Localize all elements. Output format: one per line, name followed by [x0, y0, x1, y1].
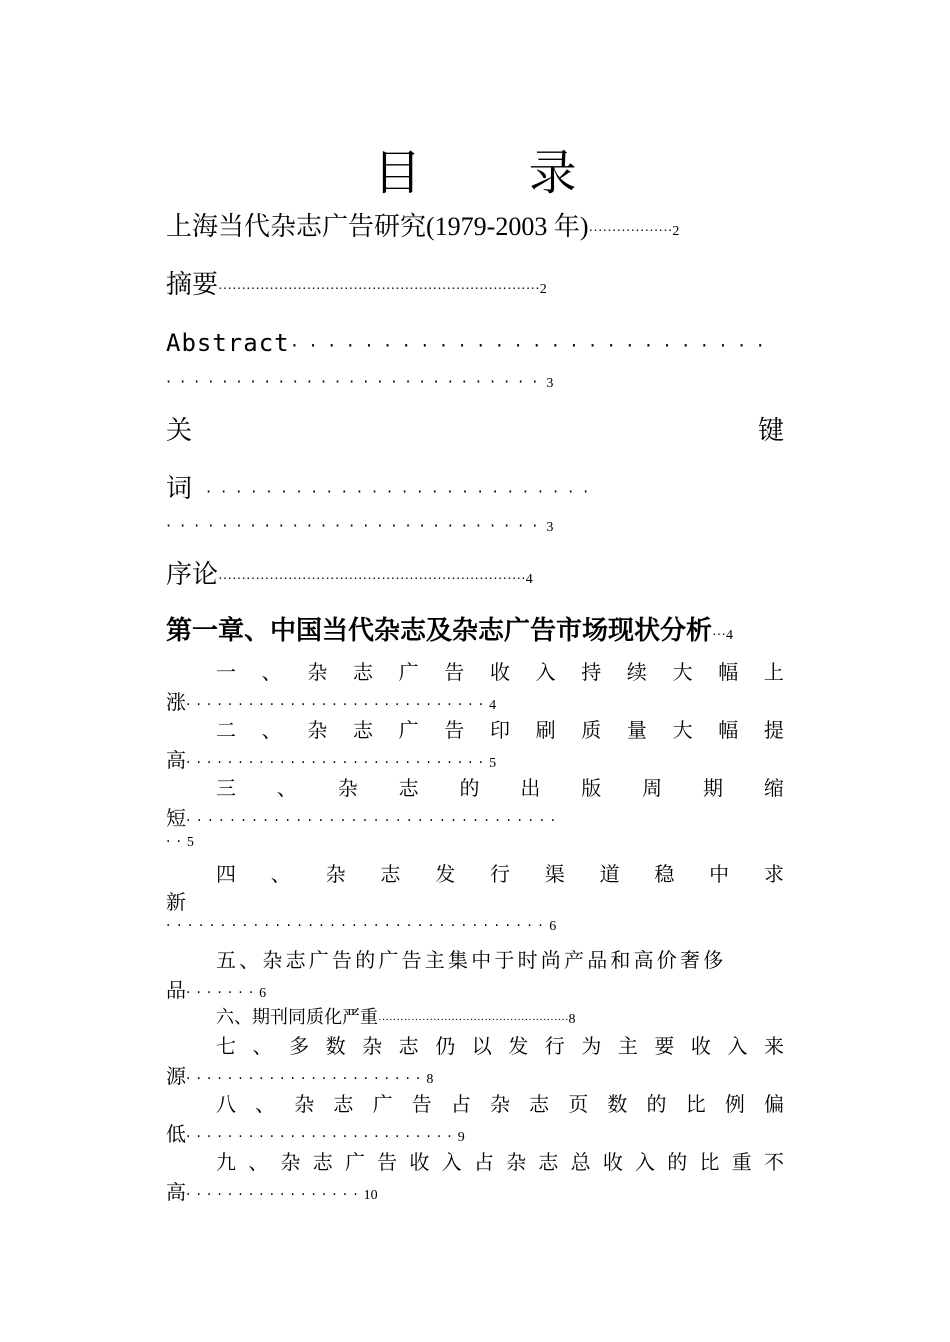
entry-label-char: 志	[333, 1092, 354, 1116]
toc-entry-abstract-cn[interactable]	[166, 268, 547, 307]
entry-label-char: 发	[508, 1034, 529, 1058]
entry-label-part: 键	[757, 416, 784, 446]
leader-dots: ··	[166, 834, 187, 850]
entry-label-char: 志	[529, 1092, 550, 1116]
entry-label-char: 杂	[337, 776, 358, 800]
entry-label-char: 比	[699, 1150, 720, 1174]
entry-label-char: 来	[763, 1034, 784, 1058]
entry-label-char: 入	[727, 1034, 748, 1058]
entry-label-char: 杂	[307, 660, 328, 684]
leader-dots-continued	[166, 918, 556, 935]
entry-label-char: 不	[763, 1150, 784, 1174]
entry-label-char: 中	[709, 862, 730, 886]
page-number: 8	[568, 1012, 576, 1027]
entry-label-char: 为	[581, 1034, 602, 1058]
entry-label-char: 告	[444, 718, 465, 742]
page-number: 9	[457, 1130, 465, 1145]
toc-section-5-line2	[166, 976, 266, 1008]
entry-label-char: 主	[617, 1034, 638, 1058]
entry-label-char: 入	[441, 1150, 462, 1174]
toc-section-3-line1[interactable]	[216, 774, 784, 802]
page-number: 8	[426, 1072, 434, 1087]
entry-label-char: 占	[473, 1150, 494, 1174]
leader-dots: ·····························	[186, 697, 490, 713]
leader-dots-continued	[166, 372, 553, 392]
leader-dots-continued	[166, 834, 194, 851]
leader-dots: ····················································	[378, 1014, 569, 1026]
entry-label-char: 印	[489, 718, 510, 742]
entry-label-char: 总	[570, 1150, 591, 1174]
entry-label-tail: 高	[166, 1180, 186, 1204]
entry-label-char: 杂	[506, 1150, 527, 1174]
entry-label-tail: 新	[166, 890, 186, 914]
entry-label-tail: 短	[166, 806, 186, 830]
entry-label-char: 续	[626, 660, 647, 684]
entry-label-char: 提	[763, 718, 784, 742]
toc-section-9-line2	[166, 1178, 378, 1210]
toc-section-4-line2	[166, 888, 186, 916]
entry-label-char: 幅	[718, 660, 739, 684]
entry-label-char: 数	[607, 1092, 628, 1116]
entry-label-char: 比	[685, 1092, 706, 1116]
entry-label-char: 杂	[307, 718, 328, 742]
entry-label-char: 数	[325, 1034, 346, 1058]
entry-label: 序论	[166, 560, 219, 590]
entry-label-char: 要	[654, 1034, 675, 1058]
toc-entry-keywords[interactable]	[166, 414, 784, 448]
entry-label-char: 杂	[294, 1092, 315, 1116]
entry-label-char: 志	[398, 1034, 419, 1058]
entry-label-part: 词	[166, 474, 193, 504]
toc-title: 目 录	[373, 145, 623, 201]
entry-label-char: 期	[703, 776, 723, 800]
page-number: 10	[363, 1188, 378, 1203]
entry-label-char: 的	[646, 1092, 667, 1116]
entry-label-char: 偏	[763, 1092, 784, 1116]
entry-label-char: 收	[690, 1034, 711, 1058]
entry-label-char: 广	[344, 1150, 365, 1174]
entry-label-char: 告	[377, 1150, 398, 1174]
toc-entry-chapter-1[interactable]	[166, 614, 733, 653]
toc-section-2-line1[interactable]	[216, 716, 784, 744]
entry-label-char: 广	[398, 660, 419, 684]
entry-label-char: 、	[270, 862, 291, 886]
entry-label-char: 广	[372, 1092, 393, 1116]
entry-label: 摘要	[166, 270, 219, 300]
entry-label: Abstract	[166, 329, 290, 357]
entry-label-char: 出	[520, 776, 541, 800]
page-number: 6	[549, 919, 557, 934]
entry-label-tail: 涨	[166, 690, 186, 714]
leader-dots: ···························	[166, 372, 547, 391]
entry-label: 六、期刊同质化严重	[216, 1007, 378, 1028]
toc-section-8-line1[interactable]	[216, 1090, 784, 1118]
page-number: 2	[672, 224, 680, 239]
toc-entry-shanghai-magazine-ads[interactable]	[166, 210, 679, 249]
entry-label-tail: 源	[166, 1064, 186, 1088]
page-number: 4	[525, 572, 533, 587]
leader-dots: ··················	[588, 224, 673, 239]
entry-label-char: 道	[599, 862, 620, 886]
entry-label-char: 广	[398, 718, 419, 742]
entry-label-char: 以	[471, 1034, 492, 1058]
entry-label-char: 收	[489, 660, 510, 684]
leader-dots: ···························	[166, 516, 547, 535]
entry-label-char: 的	[459, 776, 480, 800]
page-number: 3	[546, 376, 554, 391]
entry-label-char: 入	[535, 660, 556, 684]
page-number: 4	[726, 628, 734, 643]
page-number: 3	[546, 520, 554, 535]
entry-label-char: 页	[568, 1092, 589, 1116]
entry-label-char: 三	[216, 776, 236, 800]
entry-label-char: 、	[276, 776, 297, 800]
toc-section-9-line1[interactable]	[216, 1148, 784, 1176]
entry-label: 上海当代杂志广告研究	[166, 212, 427, 242]
entry-label-char: 多	[289, 1034, 310, 1058]
toc-section-3-line2	[166, 804, 562, 835]
entry-label-char: 七	[216, 1034, 236, 1058]
toc-section-6[interactable]	[216, 1005, 575, 1033]
toc-section-7-line1[interactable]	[216, 1032, 784, 1060]
entry-label-char: 杂	[280, 1150, 301, 1174]
entry-label-char: 告	[444, 660, 465, 684]
entry-label-char: 志	[352, 660, 373, 684]
leader-dots: ···································	[166, 918, 550, 934]
entry-label-char: 、	[252, 1034, 273, 1058]
page-number: 4	[489, 698, 497, 713]
entry-label-char: 入	[635, 1150, 656, 1174]
toc-entry-abstract-en[interactable]	[166, 328, 774, 361]
entry-label-char: 质	[581, 718, 602, 742]
entry-label-char: 、	[248, 1150, 269, 1174]
entry-label-char: 四	[216, 862, 236, 886]
entry-label-char: 行	[544, 1034, 565, 1058]
leader-dots: ··························	[186, 1129, 458, 1145]
entry-label-char: 杂	[325, 862, 346, 886]
entry-label-tail: 品	[166, 978, 186, 1002]
entry-label-years: (1979-2003 年)	[426, 212, 589, 241]
page-number: 2	[539, 282, 547, 297]
entry-label: 五、杂志广告的广告主集中于时尚产品和高价奢侈	[216, 948, 727, 972]
entry-label-char: 上	[763, 660, 784, 684]
toc-section-5-line1[interactable]	[216, 946, 726, 974]
entry-label-char: 版	[581, 776, 602, 800]
entry-label-char: 一	[216, 660, 236, 684]
entry-label-char: 杂	[362, 1034, 383, 1058]
leader-dots: ·······················	[186, 1071, 427, 1087]
entry-label-char: 行	[489, 862, 510, 886]
entry-label-char: 周	[642, 776, 663, 800]
entry-label-char: 量	[626, 718, 647, 742]
toc-entry-keywords-cont	[166, 472, 598, 509]
page-number: 5	[489, 756, 497, 771]
leader-dots: ··························	[206, 482, 599, 501]
entry-label-char: 求	[763, 862, 784, 886]
entry-label-char: 志	[398, 776, 419, 800]
entry-label-char: 九	[216, 1150, 236, 1174]
toc-entry-introduction[interactable]	[166, 558, 533, 597]
leader-dots: ···	[712, 628, 727, 643]
entry-label-char: 重	[731, 1150, 752, 1174]
entry-label-char: 占	[450, 1092, 471, 1116]
entry-label-char: 的	[667, 1150, 688, 1174]
entry-label-char: 持	[581, 660, 602, 684]
entry-label-char: 、	[261, 718, 282, 742]
entry-label-char: 二	[216, 718, 236, 742]
entry-label-char: 缩	[763, 776, 784, 800]
toc-section-4-line1[interactable]	[216, 860, 784, 888]
entry-label-char: 仍	[435, 1034, 456, 1058]
entry-label-part: 关	[166, 416, 193, 446]
entry-label-char: 、	[255, 1092, 276, 1116]
entry-label-char: 志	[312, 1150, 333, 1174]
toc-section-1-line1[interactable]	[216, 658, 784, 686]
entry-label-char: 幅	[718, 718, 739, 742]
entry-label-char: 八	[216, 1092, 236, 1116]
entry-label-tail: 低	[166, 1122, 186, 1146]
leader-dots: ··································	[186, 813, 562, 829]
entry-label-char: 大	[672, 660, 693, 684]
leader-dots: ·······	[186, 985, 260, 1001]
entry-label-char: 渠	[544, 862, 565, 886]
entry-label-char: 告	[411, 1092, 432, 1116]
entry-label-tail: 高	[166, 748, 186, 772]
page-number: 6	[259, 986, 267, 1001]
leader-dots: ·····································································	[218, 282, 540, 297]
entry-label-char: 志	[380, 862, 401, 886]
entry-label-char: 收	[409, 1150, 430, 1174]
leader-dots: ·················	[186, 1187, 364, 1203]
entry-label-char: 例	[724, 1092, 745, 1116]
entry-label-char: 杂	[489, 1092, 510, 1116]
leader-dots-continued	[166, 516, 553, 536]
leader-dots: ··························	[289, 336, 775, 355]
leader-dots: ··································································	[218, 572, 526, 587]
entry-label-char: 收	[602, 1150, 623, 1174]
page-number: 5	[186, 835, 194, 850]
entry-label-char: 发	[435, 862, 456, 886]
entry-label-char: 刷	[535, 718, 556, 742]
entry-label-char: 、	[261, 660, 282, 684]
entry-label-char: 大	[672, 718, 693, 742]
entry-label-char: 稳	[654, 862, 675, 886]
entry-label-char: 志	[538, 1150, 559, 1174]
entry-label: 第一章、中国当代杂志及杂志广告市场现状分析	[166, 616, 713, 646]
entry-label-char: 志	[352, 718, 373, 742]
leader-dots: ·····························	[186, 755, 490, 771]
